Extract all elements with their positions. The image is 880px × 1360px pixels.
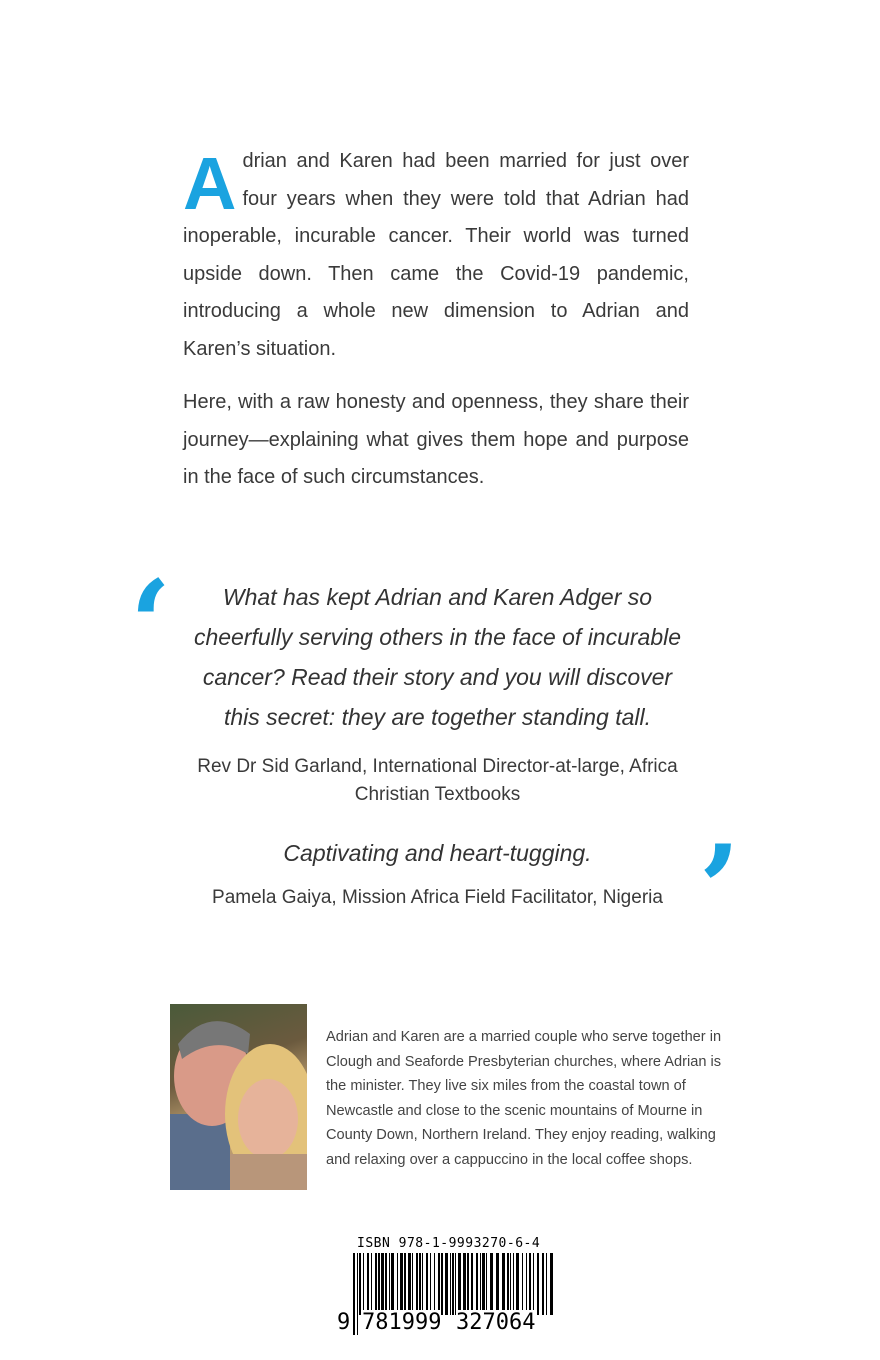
barcode-bar: [426, 1253, 428, 1315]
barcode-bar: [381, 1253, 384, 1315]
barcode-bar: [412, 1253, 413, 1315]
barcode-bar: [385, 1253, 387, 1315]
barcode-bar: [430, 1253, 431, 1315]
barcode-bar: [419, 1253, 421, 1315]
barcode-bar: [510, 1253, 511, 1315]
close-quote-icon: ’: [698, 819, 741, 960]
barcode-bar: [452, 1253, 454, 1315]
open-quote-icon: ‘: [129, 554, 172, 695]
barcode-bar: [455, 1253, 456, 1315]
endorsement-quote-1: What has kept Adrian and Karen Adger so cheerfully serving others in the face of incurable cancer? Read their story and you will discover this secret: they are together standing tall.: [193, 584, 682, 730]
blurb: [183, 143, 689, 513]
barcode-bar: [458, 1253, 461, 1315]
barcode-bar: [507, 1253, 509, 1315]
barcode-bar: [438, 1253, 440, 1315]
endorsement-attribution-1: Rev Dr Sid Garland, International Director-at-large, Africa Christian Textbooks: [197, 756, 678, 805]
barcode-bar: [378, 1253, 380, 1315]
barcode-bar: [363, 1253, 364, 1315]
barcode-bar: [486, 1253, 487, 1315]
barcode-bar: [537, 1253, 539, 1315]
barcode-bar: [367, 1253, 369, 1315]
barcode-bar: [546, 1253, 547, 1315]
barcode-bar: [422, 1253, 423, 1315]
isbn-label: ISBN 978-1-9993270-6-4: [357, 1236, 541, 1251]
barcode-bar: [482, 1253, 485, 1315]
drop-cap: A: [183, 142, 237, 225]
barcode-bar: [476, 1253, 478, 1315]
author-bio: Adrian and Karen are a married couple who serve together in Clough and Seaforde Presbyterian churches, where Adrian is the minister. They live six miles from the coastal town of Newcastle and close to the scenic mountains of Mourne in County Down, Northern Ireland. They enjoy reading, walking and relaxing over a cappuccino in the local coffee shops.: [326, 1029, 722, 1168]
barcode-bar: [357, 1253, 358, 1335]
blurb-paragraph-1: [183, 143, 689, 368]
blurb-text: drian and Karen had been married for just over four years when they were told that Adrian had inoperable, incurable cancer. Their world was turned upside down. Then came the Covid-19 pandemic, introducing a whole new dimension to Adrian and Karen’s situation.: [183, 150, 689, 360]
barcode-bar: [490, 1253, 493, 1315]
barcode-bar: [480, 1253, 481, 1315]
barcode-bar: [404, 1253, 406, 1315]
barcode-bar: [397, 1253, 398, 1315]
barcode-bar: [502, 1253, 505, 1315]
barcode-bar: [359, 1253, 361, 1315]
barcode-digits-right: 327064: [456, 1310, 536, 1335]
barcode-bar: [408, 1253, 411, 1315]
author-photo: [170, 1004, 307, 1190]
barcode-bar: [513, 1253, 514, 1315]
barcode-bar: [516, 1253, 519, 1315]
barcode-bar: [353, 1253, 355, 1335]
barcode-bar: [526, 1253, 527, 1315]
barcode-bar: [371, 1253, 372, 1315]
barcode-bar: [450, 1253, 451, 1315]
barcode-bar: [496, 1253, 499, 1315]
barcode-bar: [375, 1253, 377, 1315]
blurb-paragraph-2: Here, with a raw honesty and openness, they share their journey—explaining what gives them hope and purpose in the face of such circumstances.: [183, 391, 689, 488]
barcode-first-digit: 9: [337, 1310, 351, 1335]
endorsement-attribution-2: Pamela Gaiya, Mission Africa Field Facilitator, Nigeria: [212, 887, 663, 908]
barcode-bar: [389, 1253, 390, 1315]
barcode-bar: [522, 1253, 523, 1315]
barcode-bar: [416, 1253, 418, 1315]
barcode-bar: [550, 1253, 553, 1315]
barcode-bar: [441, 1253, 443, 1315]
barcode-bar: [542, 1253, 544, 1315]
barcode-bar: [434, 1253, 435, 1315]
barcode-bar: [529, 1253, 531, 1315]
barcode-digits-left: 781999: [362, 1310, 442, 1335]
barcode-bar: [533, 1253, 534, 1315]
barcode-bar: [391, 1253, 394, 1315]
barcode-bar: [400, 1253, 403, 1315]
barcode-bar: [445, 1253, 448, 1315]
endorsement-quote-2: Captivating and heart-tugging.: [283, 840, 592, 866]
